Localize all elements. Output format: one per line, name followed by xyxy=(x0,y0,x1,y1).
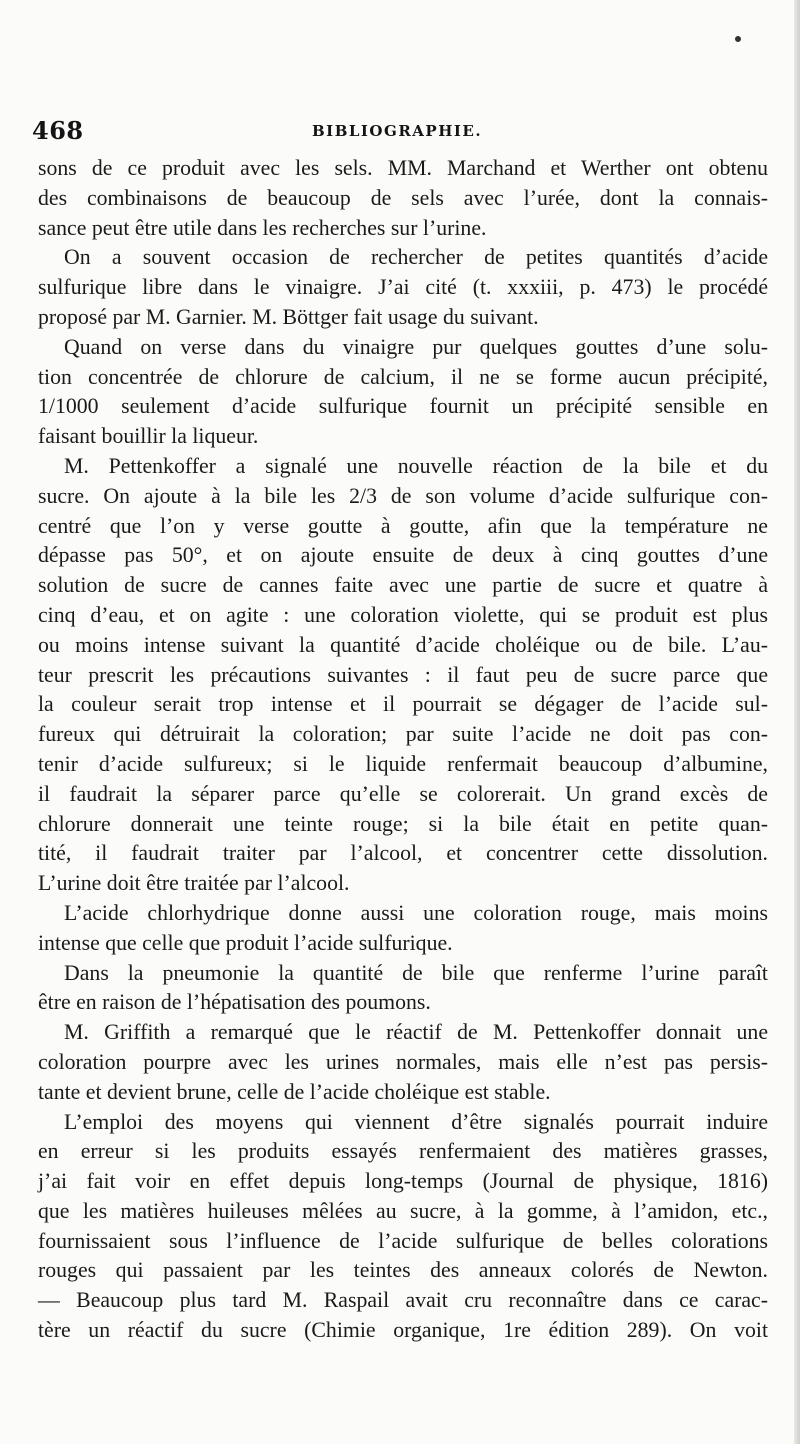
text-line: teur prescrit les précautions suivantes : il faut peu de sucre parce que xyxy=(38,662,768,687)
text-line: des combinaisons de beaucoup de sels avec l’urée, dont la connais- xyxy=(38,185,768,210)
text-line: sance peut être utile dans les recherches sur l’urine. xyxy=(38,215,487,240)
text-line: On a souvent occasion de rechercher de petites quantités d’acide xyxy=(64,245,768,270)
text-line: ou moins intense suivant la quantité d’acide choléique ou de bile. L’au- xyxy=(38,632,768,657)
text-line: que les matières huileuses mêlées au sucre, à la gomme, à l’amidon, etc., xyxy=(38,1198,768,1223)
text-line: faisant bouillir la liqueur. xyxy=(38,424,259,449)
text-line: en erreur si les produits essayés renfermaient des matières grasses, xyxy=(38,1139,768,1164)
text-line: solution de sucre de cannes faite avec une partie de sucre et quatre à xyxy=(38,573,768,598)
text-line: Quand on verse dans du vinaigre pur quelques gouttes d’une solu- xyxy=(64,334,768,359)
text-line: Dans la pneumonie la quantité de bile que renferme l’urine paraît xyxy=(64,960,768,985)
running-title: BIBLIOGRAPHIE. xyxy=(312,122,483,140)
text-line: sucre. On ajoute à la bile les 2/3 de son volume d’acide sulfurique con- xyxy=(38,483,768,508)
text-line: être en raison de l’hépatisation des poumons. xyxy=(38,990,431,1015)
text-line: fournissaient sous l’influence de l’acide sulfurique de belles colorations xyxy=(38,1228,768,1253)
text-line: cinq d’eau, et on agite : une coloration violette, qui se produit est plus xyxy=(38,602,768,627)
text-line: rouges qui passaient par les teintes des anneaux colorés de Newton. xyxy=(38,1258,768,1283)
text-line: 1/1000 seulement d’acide sulfurique fournit un précipité sensible en xyxy=(38,394,768,419)
text-line: centré que l’on y verse goutte à goutte, afin que la température ne xyxy=(38,513,768,538)
text-line: intense que celle que produit l’acide sulfurique. xyxy=(38,930,453,955)
text-line: L’acide chlorhydrique donne aussi une coloration rouge, mais moins xyxy=(64,900,768,925)
text-line: sulfurique libre dans le vinaigre. J’ai cité (t. xxxiii, p. 473) le procédé xyxy=(38,275,768,300)
text-line: M. Griffith a remarqué que le réactif de M. Pettenkoffer donnait une xyxy=(64,1020,768,1045)
body-text xyxy=(38,154,768,1346)
text-line: tité, il faudrait traiter par l’alcool, et concentrer cette dissolution. xyxy=(38,841,768,866)
text-line: j’ai fait voir en effet depuis long-temps (Journal de physique, 1816) xyxy=(38,1169,768,1194)
text-line: fureux qui détruirait la coloration; par suite l’acide ne doit pas con- xyxy=(38,722,768,747)
text-line: tante et devient brune, celle de l’acide choléique est stable. xyxy=(38,1079,551,1104)
text-line: tère un réactif du sucre (Chimie organique, 1re édition 289). On voit xyxy=(38,1318,768,1343)
text-line: L’urine doit être traitée par l’alcool. xyxy=(38,871,350,896)
text-line: L’emploi des moyens qui viennent d’être signalés pourrait induire xyxy=(64,1109,768,1134)
text-line: coloration pourpre avec les urines normales, mais elle n’est pas persis- xyxy=(38,1049,768,1074)
text-line: chlorure donnerait une teinte rouge; si la bile était en petite quan- xyxy=(38,811,768,836)
text-line: tenir d’acide sulfureux; si le liquide renfermait beaucoup d’albumine, xyxy=(38,751,768,776)
page-number: 468 xyxy=(32,116,84,145)
text-line: la couleur serait trop intense et il pourrait se dégager de l’acide sul- xyxy=(38,692,768,717)
text-line: tion concentrée de chlorure de calcium, il ne se forme aucun précipité, xyxy=(38,364,768,389)
text-line: proposé par M. Garnier. M. Böttger fait usage du suivant. xyxy=(38,304,539,329)
ink-speck xyxy=(735,36,741,42)
text-line: il faudrait la séparer parce qu’elle se colorerait. Un grand excès de xyxy=(38,781,768,806)
text-line: M. Pettenkoffer a signalé une nouvelle réaction de la bile et du xyxy=(64,453,768,478)
page-edge-shadow xyxy=(794,0,800,1444)
text-line: sons de ce produit avec les sels. MM. Marchand et Werther ont obtenu xyxy=(38,156,768,180)
page-header xyxy=(32,112,772,148)
text-line: — Beaucoup plus tard M. Raspail avait cru reconnaître dans ce carac- xyxy=(38,1288,768,1313)
text-line: dépasse pas 50°, et on ajoute ensuite de deux à cinq gouttes d’une xyxy=(38,543,768,568)
